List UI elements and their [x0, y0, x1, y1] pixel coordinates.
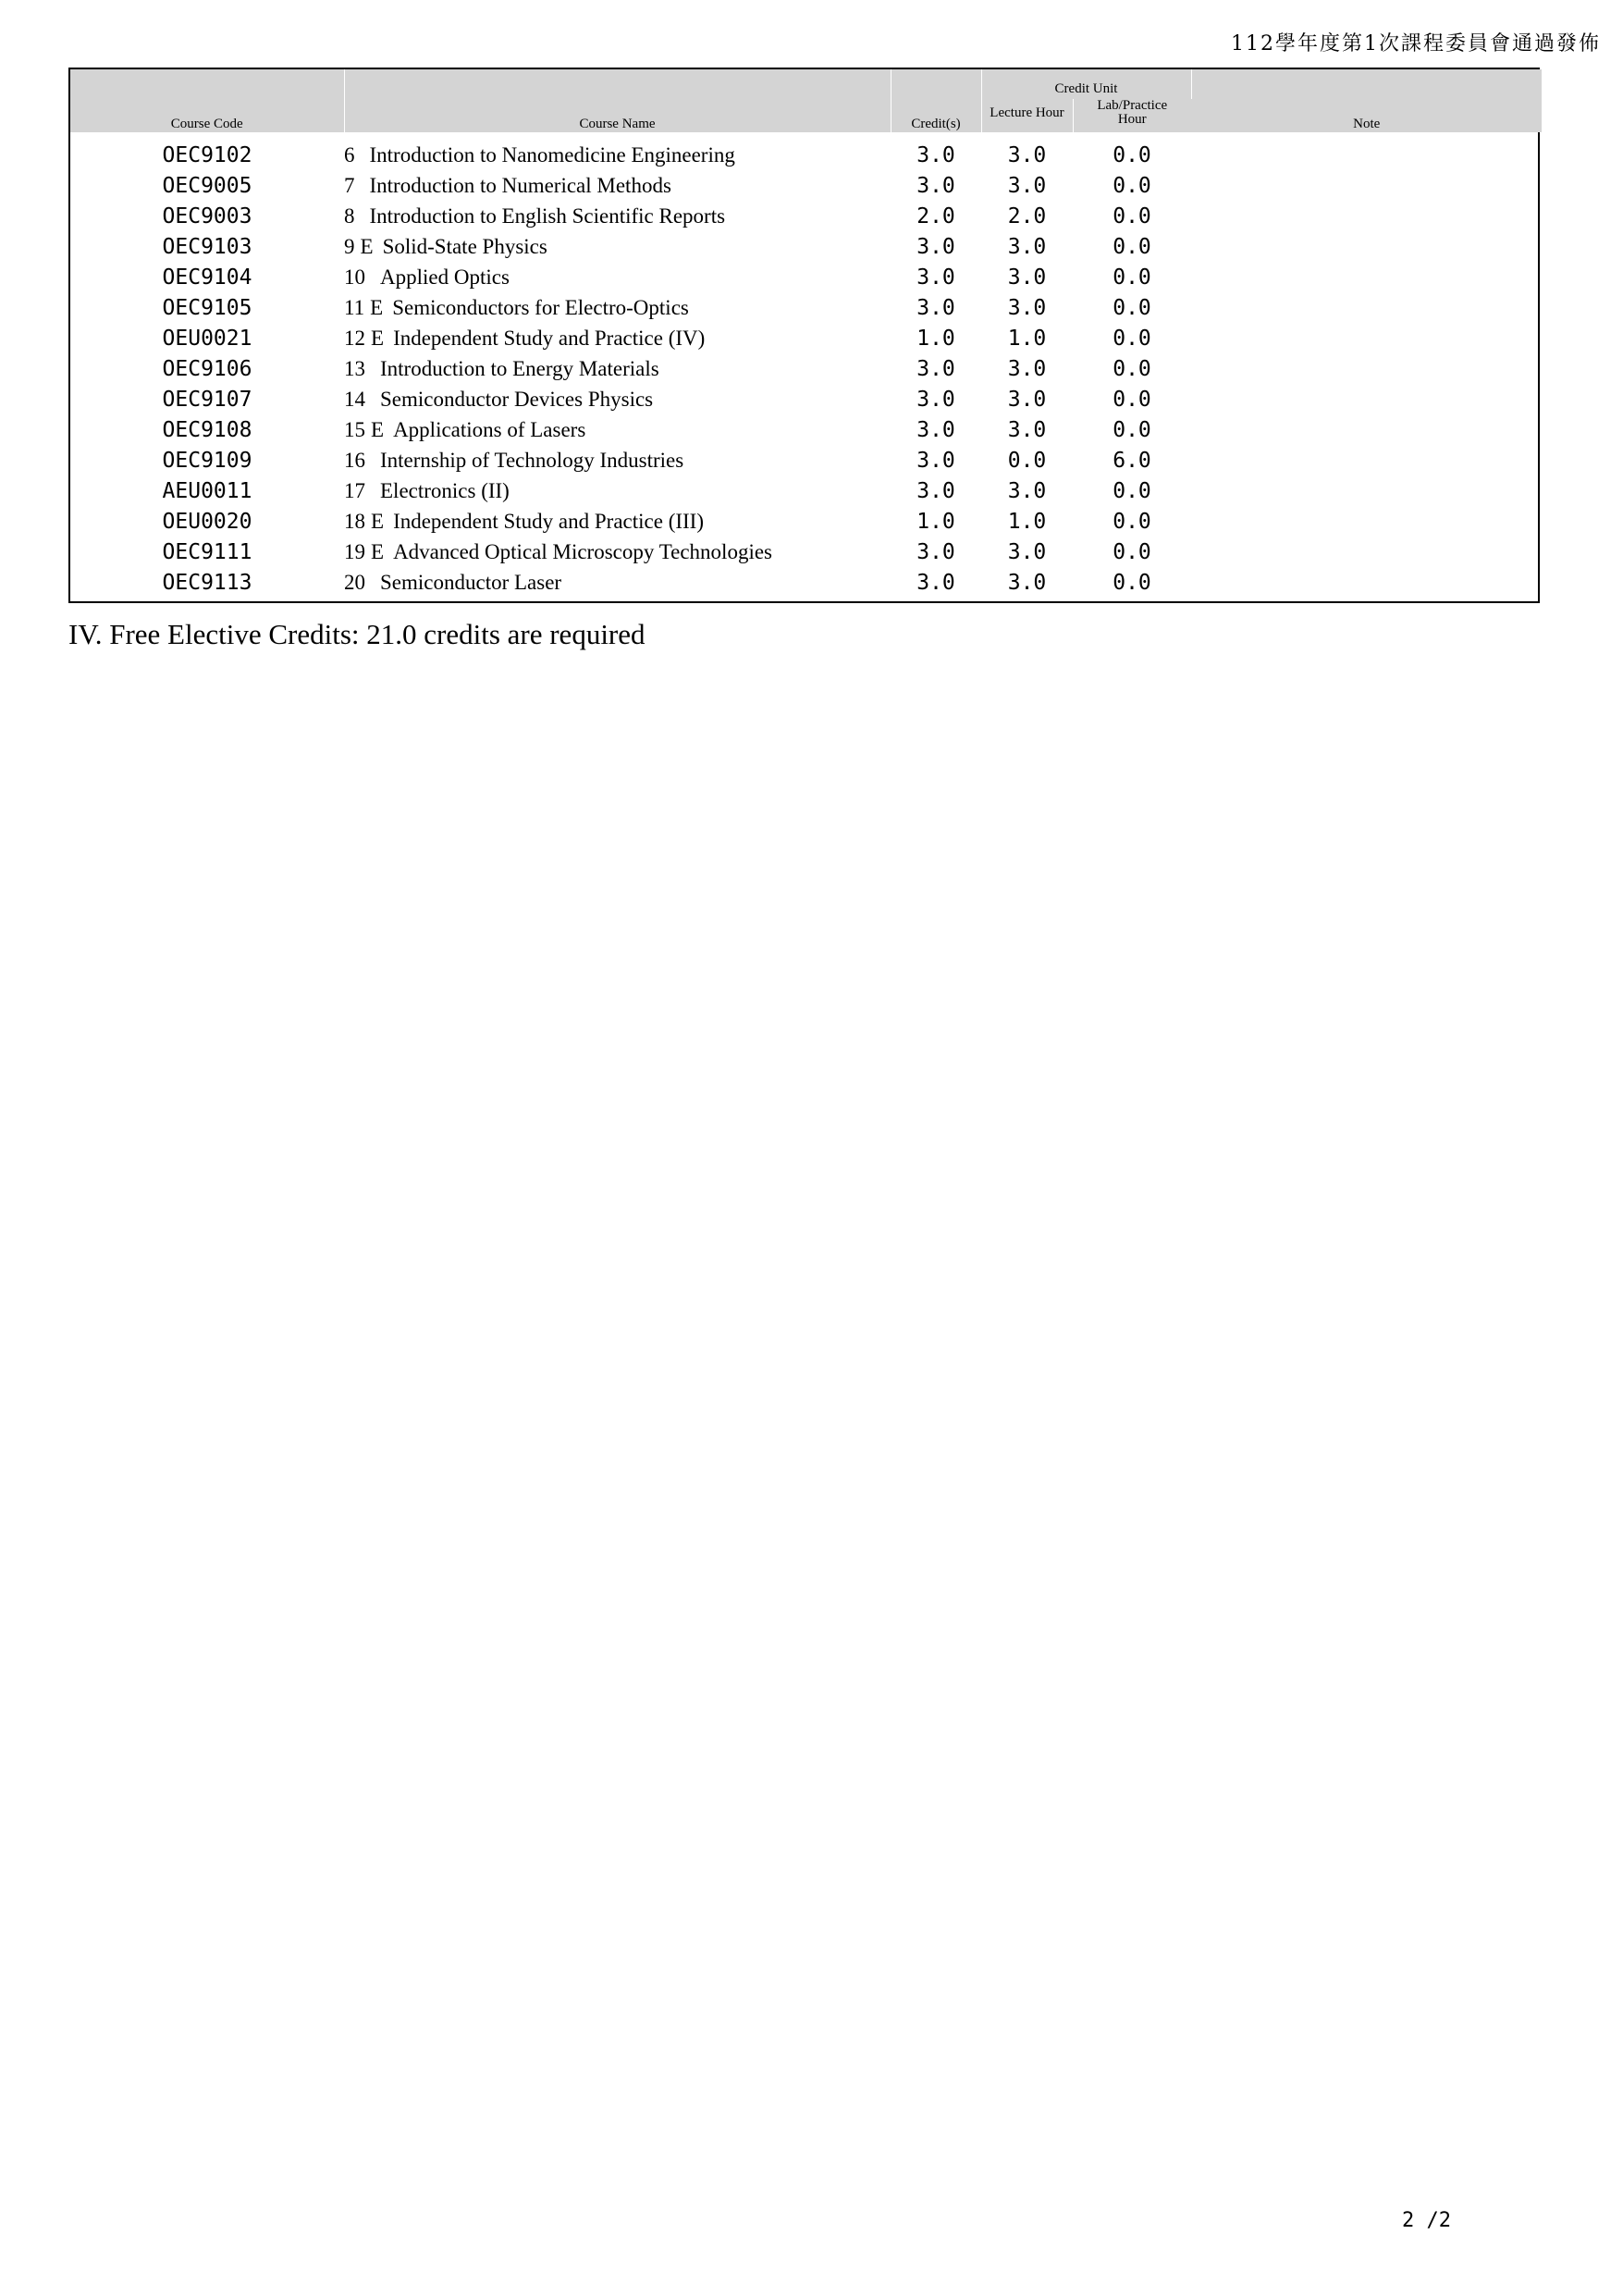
course-code: OEC9103	[162, 234, 252, 259]
table-row	[70, 567, 1542, 601]
course-table-body	[70, 132, 1542, 601]
course-title: Introduction to English Scientific Reports	[369, 204, 726, 228]
course-seq: 12	[344, 326, 365, 350]
course-name-cell	[344, 537, 891, 567]
course-code: OEU0020	[162, 509, 252, 534]
table-row	[70, 170, 1542, 201]
course-note	[1191, 384, 1542, 414]
course-title: Applied Optics	[380, 265, 510, 289]
course-title: Internship of Technology Industries	[380, 448, 684, 472]
course-code: OEC9111	[162, 539, 252, 564]
course-lab-hour: 0.0	[1113, 265, 1151, 290]
course-credits: 3.0	[916, 265, 955, 290]
header-lab-practice-line1: Lab/Practice	[1097, 98, 1168, 113]
course-note	[1191, 323, 1542, 353]
course-credits: 3.0	[916, 448, 955, 473]
course-note	[1191, 170, 1542, 201]
course-name-cell	[344, 353, 891, 384]
course-lab-hour: 0.0	[1113, 295, 1151, 320]
course-code: OEC9109	[162, 448, 252, 473]
course-title: Introduction to Nanomedicine Engineering	[369, 142, 735, 167]
table-row	[70, 384, 1542, 414]
course-code: OEC9005	[162, 173, 252, 198]
course-name-cell	[344, 201, 891, 231]
course-flag: E	[371, 539, 385, 563]
header-lecture-hour-label: Lecture Hour	[990, 105, 1064, 120]
course-seq: 19	[344, 539, 365, 563]
course-name-cell	[344, 384, 891, 414]
course-seq: 18	[344, 509, 365, 533]
course-title: Introduction to Numerical Methods	[369, 173, 671, 197]
course-name-cell	[344, 262, 891, 292]
course-name-cell	[344, 414, 891, 445]
course-title: Advanced Optical Microscopy Technologies	[393, 539, 772, 563]
table-row	[70, 231, 1542, 262]
course-lecture-hour: 3.0	[1007, 234, 1047, 259]
course-table	[70, 69, 1542, 601]
course-lecture-hour: 3.0	[1007, 417, 1047, 442]
course-credits: 3.0	[916, 295, 955, 320]
table-row	[70, 506, 1542, 537]
course-lab-hour: 0.0	[1113, 173, 1151, 198]
course-seq: 17	[344, 478, 365, 502]
course-lab-hour: 0.0	[1113, 326, 1151, 351]
header-course-code: Course Code	[70, 69, 344, 132]
course-lecture-hour: 3.0	[1007, 295, 1047, 320]
course-code: OEC9106	[162, 356, 252, 381]
course-title: Introduction to Energy Materials	[380, 356, 659, 380]
course-title: Independent Study and Practice (III)	[393, 509, 704, 533]
table-row	[70, 132, 1542, 170]
course-credits: 1.0	[916, 326, 955, 351]
course-note	[1191, 201, 1542, 231]
course-note	[1191, 414, 1542, 445]
header-lab-practice-line2: Hour	[1117, 112, 1147, 127]
course-code: OEC9113	[162, 570, 252, 595]
course-note	[1191, 262, 1542, 292]
course-credits: 3.0	[916, 417, 955, 442]
course-seq: 15	[344, 417, 365, 441]
course-lab-hour: 6.0	[1113, 448, 1151, 473]
course-lecture-hour: 3.0	[1007, 387, 1047, 412]
table-row	[70, 537, 1542, 567]
course-code: OEC9107	[162, 387, 252, 412]
course-title: Semiconductor Devices Physics	[380, 387, 654, 411]
course-lecture-hour: 0.0	[1007, 448, 1047, 473]
course-title: Independent Study and Practice (IV)	[393, 326, 706, 350]
course-seq: 6	[344, 142, 355, 167]
course-lab-hour: 0.0	[1113, 356, 1151, 381]
course-credits: 3.0	[916, 142, 955, 167]
course-title: Electronics (II)	[380, 478, 510, 502]
course-lecture-hour: 3.0	[1007, 539, 1047, 564]
course-seq: 8	[344, 204, 355, 228]
course-name-cell	[344, 475, 891, 506]
course-flag: E	[371, 509, 385, 533]
table-row	[70, 292, 1542, 323]
course-lecture-hour: 1.0	[1007, 326, 1047, 351]
course-flag: E	[371, 417, 385, 441]
course-credits: 2.0	[916, 204, 955, 228]
course-credits: 3.0	[916, 234, 955, 259]
course-name-cell	[344, 323, 891, 353]
course-lecture-hour: 3.0	[1007, 570, 1047, 595]
course-note	[1191, 537, 1542, 567]
table-row	[70, 445, 1542, 475]
course-credits: 3.0	[916, 356, 955, 381]
table-row	[70, 323, 1542, 353]
course-seq: 13	[344, 356, 365, 380]
course-lab-hour: 0.0	[1113, 509, 1151, 534]
course-flag: E	[360, 234, 374, 258]
course-lecture-hour: 1.0	[1007, 509, 1047, 534]
course-note	[1191, 132, 1542, 170]
course-note	[1191, 567, 1542, 601]
course-note	[1191, 292, 1542, 323]
course-name-cell	[344, 506, 891, 537]
table-row	[70, 353, 1542, 384]
course-note	[1191, 445, 1542, 475]
course-seq: 7	[344, 173, 355, 197]
course-credits: 3.0	[916, 173, 955, 198]
course-name-cell	[344, 567, 891, 601]
page-number: 2 /2	[1402, 2209, 1451, 2232]
course-lecture-hour: 3.0	[1007, 356, 1047, 381]
course-seq: 11	[344, 295, 365, 319]
course-flag: E	[371, 326, 385, 350]
course-code: OEC9003	[162, 204, 252, 228]
course-lab-hour: 0.0	[1113, 234, 1151, 259]
course-seq: 14	[344, 387, 365, 411]
header-course-name: Course Name	[344, 69, 891, 132]
course-title: Semiconductor Laser	[380, 570, 562, 594]
header-credits: Credit(s)	[891, 69, 981, 132]
course-code: OEC9105	[162, 295, 252, 320]
course-seq: 9	[344, 234, 355, 258]
course-name-cell	[344, 170, 891, 201]
course-note	[1191, 506, 1542, 537]
table-row	[70, 262, 1542, 292]
course-seq: 16	[344, 448, 365, 472]
course-table-container	[68, 68, 1540, 603]
course-lecture-hour: 3.0	[1007, 265, 1047, 290]
course-lab-hour: 0.0	[1113, 478, 1151, 503]
course-seq: 20	[344, 570, 365, 594]
course-lab-hour: 0.0	[1113, 417, 1151, 442]
table-row	[70, 475, 1542, 506]
course-lab-hour: 0.0	[1113, 204, 1151, 228]
course-name-cell	[344, 132, 891, 170]
course-name-cell	[344, 292, 891, 323]
page-header-note: 112學年度第1次課程委員會通過發佈	[1231, 32, 1601, 56]
course-code: OEC9108	[162, 417, 252, 442]
table-row	[70, 201, 1542, 231]
course-code: OEU0021	[162, 326, 252, 351]
course-table-header	[70, 69, 1542, 132]
course-credits: 3.0	[916, 478, 955, 503]
course-note	[1191, 475, 1542, 506]
course-lab-hour: 0.0	[1113, 570, 1151, 595]
course-title: Semiconductors for Electro-Optics	[392, 295, 689, 319]
course-credits: 3.0	[916, 387, 955, 412]
header-lecture-hour	[981, 99, 1073, 132]
course-note	[1191, 231, 1542, 262]
course-title: Solid-State Physics	[382, 234, 547, 258]
header-lab-practice-hour	[1073, 99, 1191, 132]
course-lecture-hour: 3.0	[1007, 478, 1047, 503]
table-row	[70, 414, 1542, 445]
course-credits: 3.0	[916, 539, 955, 564]
course-lecture-hour: 2.0	[1007, 204, 1047, 228]
course-name-cell	[344, 231, 891, 262]
course-title: Applications of Lasers	[393, 417, 586, 441]
course-lab-hour: 0.0	[1113, 142, 1151, 167]
course-name-cell	[344, 445, 891, 475]
course-lecture-hour: 3.0	[1007, 142, 1047, 167]
course-code: OEC9102	[162, 142, 252, 167]
course-credits: 1.0	[916, 509, 955, 534]
course-lecture-hour: 3.0	[1007, 173, 1047, 198]
course-code: OEC9104	[162, 265, 252, 290]
course-lab-hour: 0.0	[1113, 539, 1151, 564]
header-note: Note	[1191, 69, 1542, 132]
header-credit-unit: Credit Unit	[981, 69, 1191, 99]
course-note	[1191, 353, 1542, 384]
course-code: AEU0011	[162, 478, 252, 503]
course-flag: E	[370, 295, 384, 319]
course-seq: 10	[344, 265, 365, 289]
course-credits: 3.0	[916, 570, 955, 595]
course-lab-hour: 0.0	[1113, 387, 1151, 412]
free-elective-credits-heading: IV. Free Elective Credits: 21.0 credits are required	[68, 618, 646, 650]
